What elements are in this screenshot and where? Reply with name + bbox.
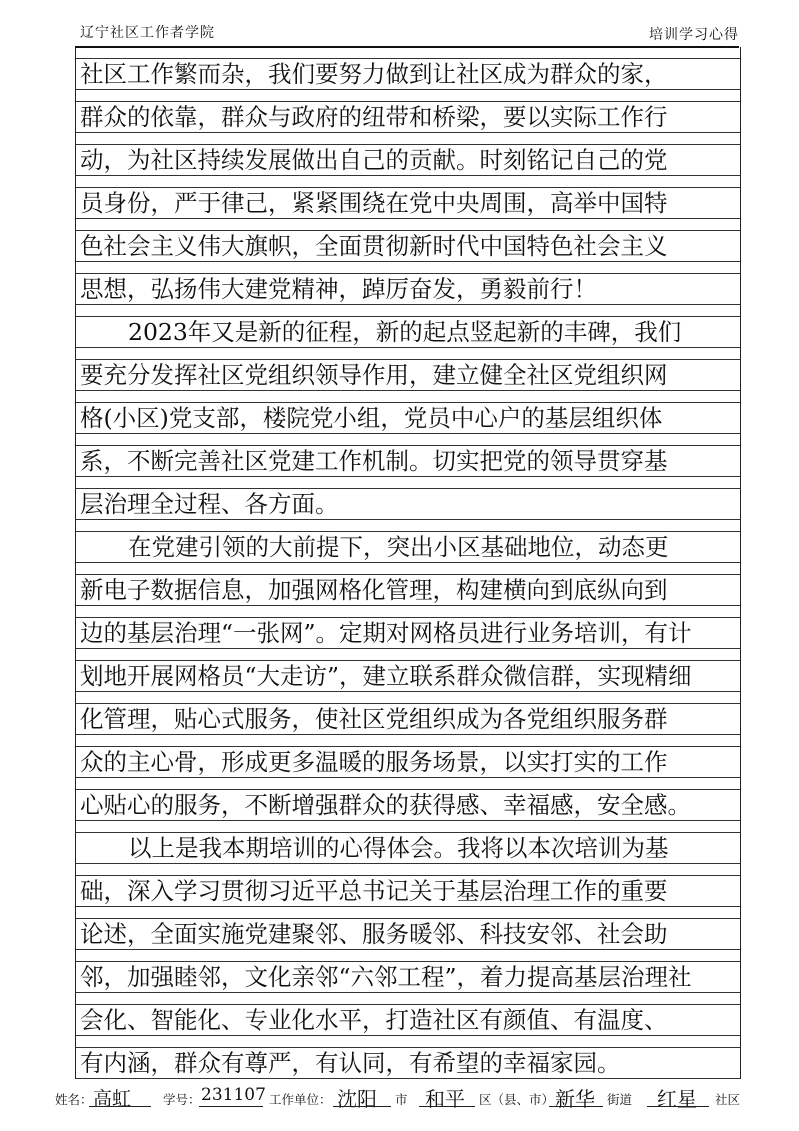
text-line — [76, 993, 740, 1036]
text-line — [76, 305, 740, 348]
text-line — [76, 176, 740, 219]
street-underline — [549, 1106, 603, 1107]
city-value: 沈阳 — [337, 1087, 377, 1111]
handwritten-text: 论述，全面实施党建聚邻、服务暖邻、科技安邻、社会助 — [80, 920, 668, 948]
text-line — [76, 90, 740, 133]
handwritten-text: 有内涵，群众有尊严，有认同，有希望的幸福家园。 — [80, 1049, 621, 1077]
handwritten-text: 2023年又是新的征程，新的起点竖起新的丰碑，我们 — [128, 318, 682, 346]
text-line — [76, 907, 740, 950]
unit-label: 工作单位： — [269, 1092, 332, 1107]
document-type: 培训学习心得 — [649, 27, 739, 43]
name-underline — [89, 1106, 151, 1107]
signature-footer — [55, 1086, 755, 1112]
id-underline — [199, 1106, 263, 1107]
text-line — [76, 864, 740, 907]
text-line — [76, 692, 740, 735]
handwritten-text: 会化、智能化、专业化水平，打造社区有颜值、有温度、 — [80, 1006, 668, 1034]
text-line — [76, 520, 740, 563]
handwritten-text: 在党建引领的大前提下，突出小区基础地位，动态更 — [128, 533, 669, 561]
handwritten-text: 格(小区)党支部，楼院党小组，党员中心户的基层组织体 — [80, 404, 663, 432]
text-line — [76, 821, 740, 864]
handwritten-text: 众的主心骨，形成更多温暖的服务场景，以实打实的工作 — [80, 748, 668, 776]
handwritten-text: 划地开展网格员“大走访”，建立联系群众微信群，实现精细 — [80, 662, 692, 690]
text-line — [76, 649, 740, 692]
street-suffix: 街道 — [607, 1092, 633, 1107]
writing-grid — [75, 47, 741, 1079]
text-line — [76, 434, 740, 477]
handwritten-text: 系，不断完善社区党建工作机制。切实把党的领导贯穿基 — [80, 447, 668, 475]
district-value: 和平 — [425, 1087, 465, 1111]
handwritten-text: 色社会主义伟大旗帜，全面贯彻新时代中国特色社会主义 — [80, 232, 668, 260]
handwritten-text: 邻，加强睦邻，文化亲邻“六邻工程”，着力提高基层治理社 — [80, 963, 692, 991]
community-suffix: 社区 — [715, 1092, 741, 1107]
text-line — [76, 219, 740, 262]
handwritten-text: 以上是我本期培训的心得体会。我将以本次培训为基 — [128, 834, 669, 862]
street-value: 新华 — [555, 1087, 595, 1111]
text-line — [76, 262, 740, 305]
handwritten-text: 新电子数据信息，加强网格化管理，构建横向到底纵向到 — [80, 576, 668, 604]
city-suffix: 市 — [395, 1092, 408, 1107]
handwritten-text: 群众的依靠，群众与政府的纽带和桥梁，要以实际工作行 — [80, 103, 668, 131]
community-underline — [647, 1106, 709, 1107]
text-line — [76, 778, 740, 821]
handwritten-text: 员身份，严于律己，紧紧围绕在党中央周围，高举中国特 — [80, 189, 668, 217]
text-line — [76, 391, 740, 434]
district-suffix: 区（县、市） — [479, 1092, 555, 1107]
text-line — [76, 47, 740, 90]
text-line — [76, 1036, 740, 1079]
handwritten-text: 要充分发挥社区党组织领导作用，建立健全社区党组织网 — [80, 361, 668, 389]
institution-name: 辽宁社区工作者学院 — [80, 25, 215, 41]
handwritten-text: 层治理全过程、各方面。 — [80, 490, 339, 518]
text-line — [76, 477, 740, 520]
handwritten-text: 社区工作繁而杂，我们要努力做到让社区成为群众的家， — [80, 60, 668, 88]
handwritten-text: 心贴心的服务，不断增强群众的获得感、幸福感，安全感。 — [80, 791, 691, 819]
handwritten-text: 化管理，贴心式服务，使社区党组织成为各党组织服务群 — [80, 705, 668, 733]
name-value: 高虹 — [93, 1088, 132, 1110]
city-underline — [333, 1106, 391, 1107]
community-value: 红星 — [657, 1087, 697, 1111]
id-label: 学号： — [163, 1092, 201, 1107]
text-line — [76, 563, 740, 606]
text-line — [76, 950, 740, 993]
text-line — [76, 735, 740, 778]
handwritten-text: 础，深入学习贯彻习近平总书记关于基层治理工作的重要 — [80, 877, 668, 905]
text-line — [76, 348, 740, 391]
id-value: 231107 — [201, 1085, 266, 1105]
name-label: 姓名： — [55, 1092, 93, 1107]
handwritten-text: 动，为社区持续发展做出自己的贡献。时刻铭记自己的党 — [80, 146, 668, 174]
district-underline — [419, 1106, 475, 1107]
handwritten-text: 思想，弘扬伟大建党精神，踔厉奋发，勇毅前行！ — [80, 275, 597, 303]
handwritten-text: 边的基层治理“一张网”。定期对网格员进行业务培训，有计 — [80, 619, 692, 647]
text-line — [76, 133, 740, 176]
text-line — [76, 606, 740, 649]
